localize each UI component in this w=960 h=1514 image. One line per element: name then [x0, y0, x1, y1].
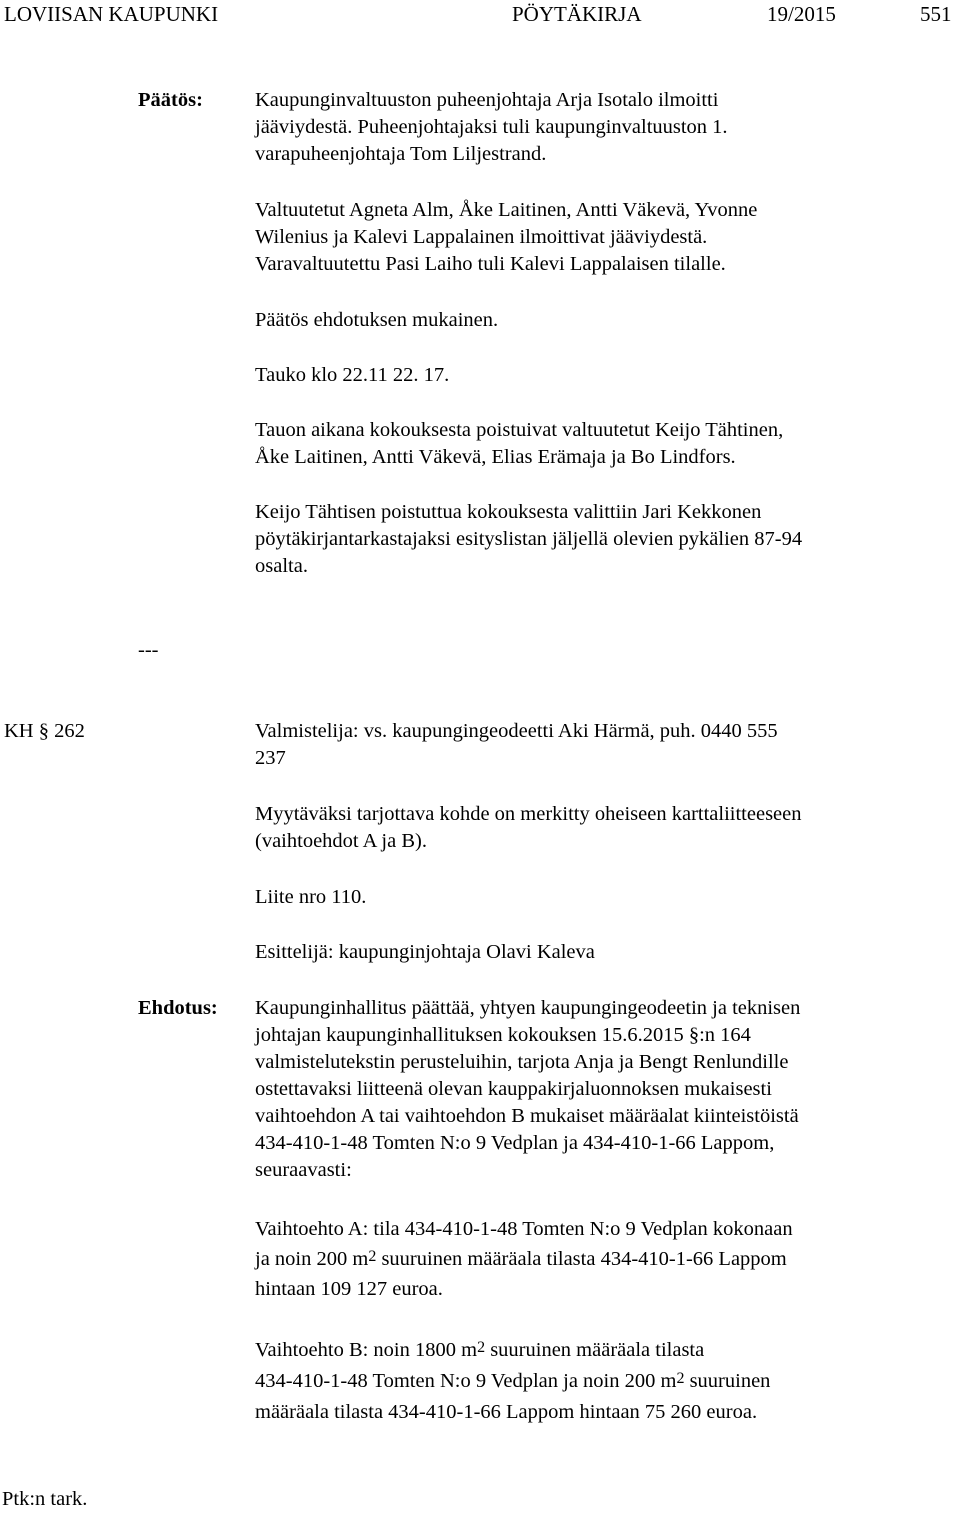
ehdotus-paragraph — [255, 995, 955, 1184]
valmistelija — [255, 718, 955, 772]
superscript: 2 — [368, 1248, 377, 1265]
break-time — [255, 362, 955, 389]
text-line: Tauko klo 22.11 22. 17. — [255, 364, 450, 386]
esittelija — [255, 939, 955, 966]
text-line: Keijo Tähtisen poistuttua kokouksesta valittiin Jari Kekkonen — [255, 501, 762, 523]
paatos-paragraph-6 — [255, 499, 955, 580]
text-line: vaihtoehdon A tai vaihtoehdon B mukaiset määräalat kiinteistöistä — [255, 1105, 799, 1127]
text-segment: 434-410-1-48 Tomten N:o 9 Vedplan ja noin 200 m — [255, 1370, 677, 1392]
paatos-label: Päätös: — [138, 89, 203, 111]
text-segment: suuruinen määräala tilasta — [485, 1339, 705, 1361]
text-line: 237 — [255, 747, 286, 769]
text-line: johtajan kaupunginhallituksen kokouksen 15.6.2015 §:n 164 — [255, 1024, 751, 1046]
text-line: seuraavasti: — [255, 1159, 352, 1181]
text-line: 434-410-1-48 Tomten N:o 9 Vedplan ja 434-410-1-66 Lappom, — [255, 1132, 775, 1154]
text-line: Kaupunginvaltuuston puheenjohtaja Arja Isotalo ilmoitti — [255, 89, 719, 111]
text-line: Liite nro 110. — [255, 886, 367, 908]
text-line: Åke Laitinen, Antti Väkevä, Elias Erämaja ja Bo Lindfors. — [255, 446, 736, 468]
ehdotus-label: Ehdotus: — [138, 997, 218, 1019]
text-line: osalta. — [255, 555, 308, 577]
section-separator: --- — [138, 639, 159, 661]
text-line: varapuheenjohtaja Tom Liljestrand. — [255, 143, 547, 165]
text-line: valmistelutekstin perusteluihin, tarjota Anja ja Bengt Renlundille — [255, 1051, 789, 1073]
text-line: Valtuutetut Agneta Alm, Åke Laitinen, Antti Väkevä, Yvonne — [255, 199, 758, 221]
text-line: (vaihtoehdot A ja B). — [255, 830, 427, 852]
text-line: Myytäväksi tarjottava kohde on merkitty oheiseen karttaliitteeseen — [255, 803, 802, 825]
text-segment: suuruinen määräala tilasta 434-410-1-66 Lappom — [376, 1248, 787, 1270]
superscript: 2 — [676, 1370, 685, 1387]
text-line: Kaupunginhallitus päättää, yhtyen kaupungingeodeetin ja teknisen — [255, 997, 801, 1019]
text-line: Vaihtoehto A: tila 434-410-1-48 Tomten N:o 9 Vedplan kokonaan — [255, 1218, 793, 1240]
superscript: 2 — [477, 1339, 486, 1356]
text-line — [255, 1366, 955, 1397]
text-line: Wilenius ja Kalevi Lappalainen ilmoittivat jääviydestä. — [255, 226, 708, 248]
text-line: Valmistelija: vs. kaupungingeodeetti Aki Härmä, puh. 0440 555 — [255, 720, 778, 742]
paatos-paragraph-1 — [255, 87, 955, 168]
footer-ptk-tark: Ptk:n tark. — [2, 1488, 88, 1510]
text-line: Päätös ehdotuksen mukainen. — [255, 309, 499, 331]
text-line: Varavaltuutettu Pasi Laiho tuli Kalevi Lappalaisen tilalle. — [255, 253, 726, 275]
text-line — [255, 1335, 955, 1366]
paatos-paragraph-5 — [255, 417, 955, 471]
myytavaksi — [255, 801, 955, 855]
paatos-decision — [255, 307, 955, 334]
text-line: Tauon aikana kokouksesta poistuivat valtuutetut Keijo Tähtinen, — [255, 419, 784, 441]
text-line: määräala tilasta 434-410-1-66 Lappom hintaan 75 260 euroa. — [255, 1401, 758, 1423]
liite — [255, 884, 955, 911]
text-line — [255, 1244, 955, 1274]
text-segment: Vaihtoehto B: noin 1800 m — [255, 1339, 478, 1361]
vaihtoehto-a — [255, 1214, 955, 1304]
text-line: ostettavaksi liitteenä olevan kauppakirjaluonnoksen mukaisesti — [255, 1078, 772, 1100]
text-line: Esittelijä: kaupunginjohtaja Olavi Kaleva — [255, 941, 595, 963]
document-type: PÖYTÄKIRJA — [512, 2, 642, 26]
paatos-paragraph-2 — [255, 197, 955, 278]
text-line: hintaan 109 127 euroa. — [255, 1278, 443, 1300]
text-line: jääviydestä. Puheenjohtajaksi tuli kaupunginvaltuuston 1. — [255, 116, 728, 138]
text-line: pöytäkirjantarkastajaksi esityslistan jäljellä olevien pykälien 87-94 — [255, 528, 803, 550]
org-name: LOVIISAN KAUPUNKI — [4, 2, 219, 26]
vaihtoehto-b — [255, 1335, 955, 1428]
kh-section-label: KH § 262 — [4, 720, 85, 742]
text-segment: ja noin 200 m — [255, 1248, 369, 1270]
document-number: 19/2015 — [767, 2, 836, 26]
page-number: 551 — [920, 2, 952, 26]
text-segment: suuruinen — [684, 1370, 771, 1392]
